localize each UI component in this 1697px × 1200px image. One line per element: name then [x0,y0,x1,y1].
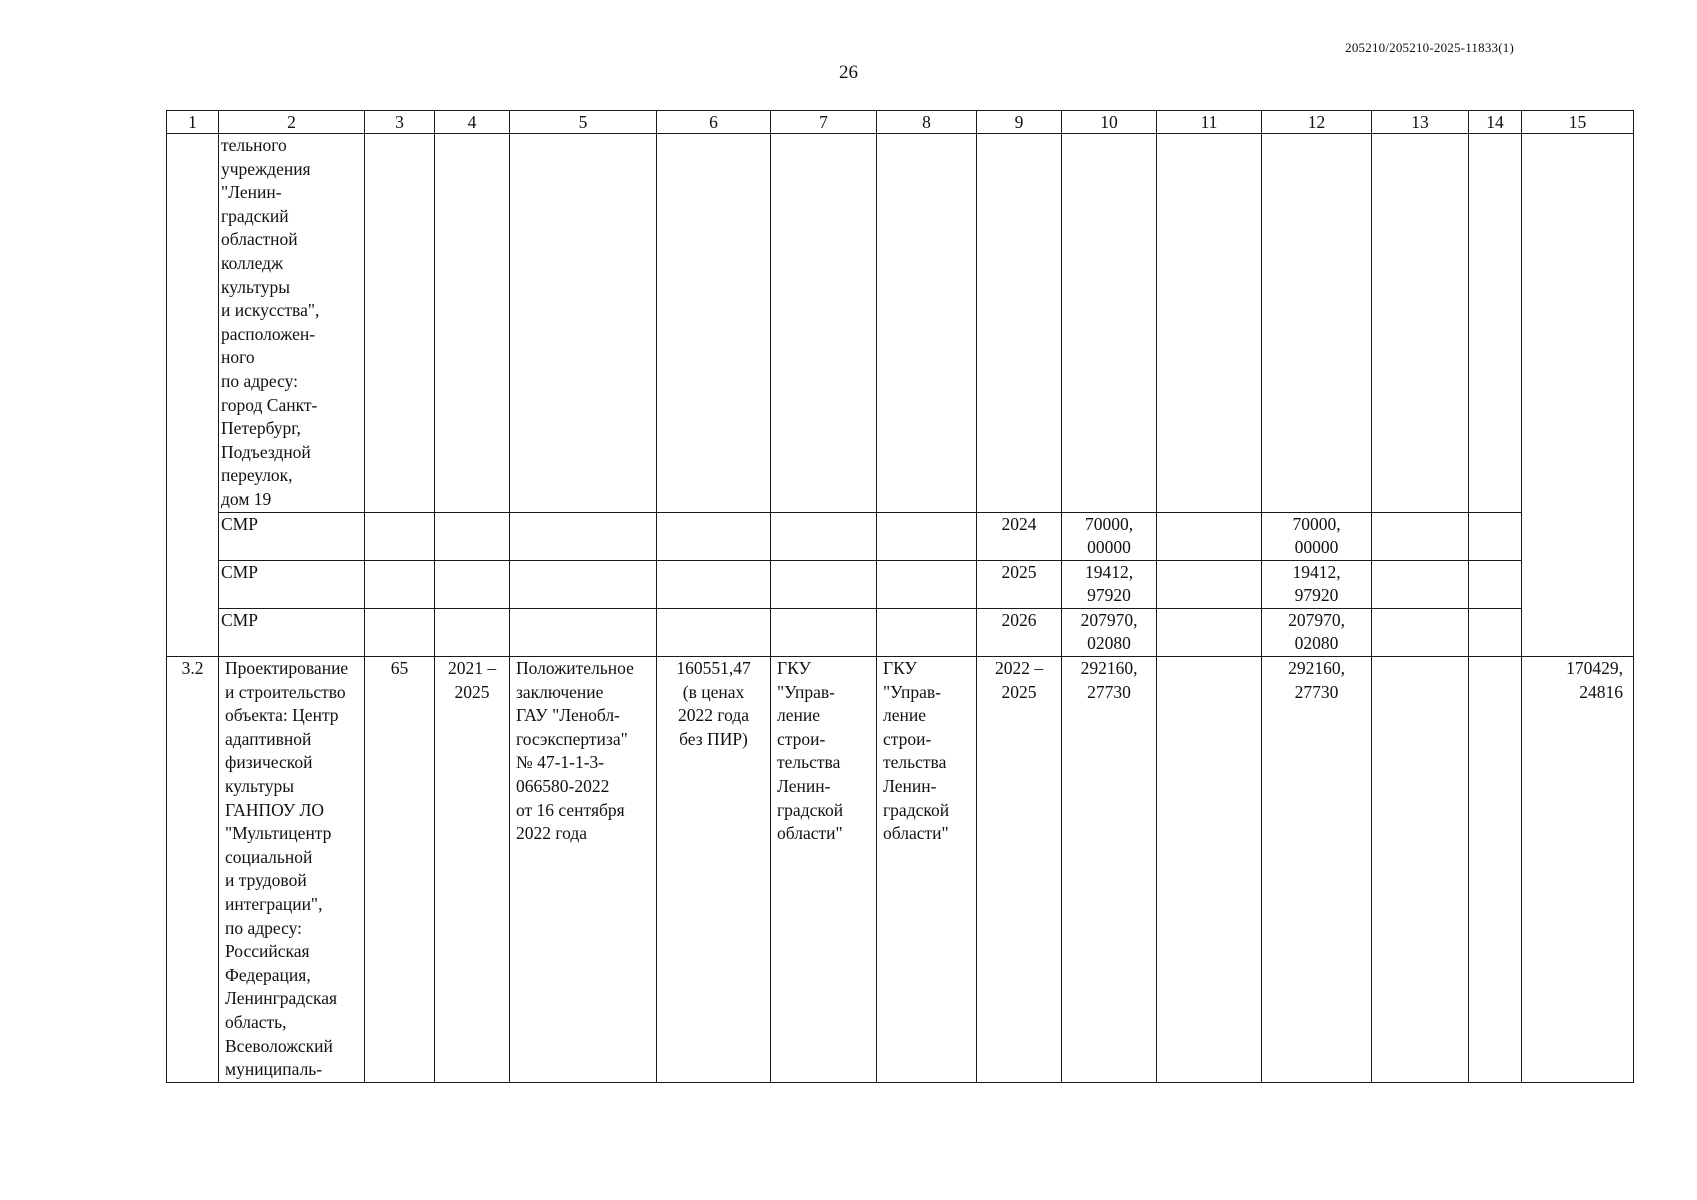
column-header: 13 [1372,111,1469,134]
amount-cell: 70000, 00000 [1262,512,1372,560]
column-header: 12 [1262,111,1372,134]
col15-cell [1522,134,1634,657]
developer-cell: ГКУ "Управ- ление строи- тельства Ленин- градской области" [877,657,977,1083]
object-name-continued: тельного учреждения "Ленин- градский областной колледж культуры и искусства", расположен- ного по адресу: город Санкт- Петербург, Подъездной переулок, дом 19 [219,134,365,513]
year-cell: 2025 [977,560,1062,608]
table-row [167,608,1634,656]
column-header: 1 [167,111,219,134]
column-header: 6 [657,111,771,134]
capacity-cell: 65 [365,657,435,1083]
investment-table [166,110,1634,1083]
amount-cell: 19412, 97920 [1062,560,1157,608]
work-type-cell: СМР [219,608,365,656]
table-row [167,560,1634,608]
column-header: 11 [1157,111,1262,134]
column-header: 10 [1062,111,1157,134]
work-type-cell: СМР [219,512,365,560]
amount-cell: 170429, 24816 [1522,657,1634,1083]
table-row [167,512,1634,560]
cost-cell: 160551,47 (в ценах 2022 года без ПИР) [657,657,771,1083]
page-number: 26 [839,62,858,83]
row-number-cell [167,134,219,657]
year-cell: 2022 – 2025 [977,657,1062,1083]
column-header: 7 [771,111,877,134]
column-header: 8 [877,111,977,134]
column-header: 4 [435,111,510,134]
column-header: 5 [510,111,657,134]
amount-cell: 207970, 02080 [1262,608,1372,656]
column-header: 9 [977,111,1062,134]
document-id: 205210/205210-2025-11833(1) [1345,40,1514,55]
amount-cell: 207970, 02080 [1062,608,1157,656]
amount-cell: 19412, 97920 [1262,560,1372,608]
column-number-row [167,111,1634,134]
amount-cell: 292160, 27730 [1262,657,1372,1083]
period-cell: 2021 – 2025 [435,657,510,1083]
column-header: 2 [219,111,365,134]
year-cell: 2026 [977,608,1062,656]
year-cell: 2024 [977,512,1062,560]
expertise-cell: Положительное заключение ГАУ "Ленобл- госэкспертиза" № 47-1-1-3- 066580-2022 от 16 сентября 2022 года [510,657,657,1083]
column-header: 3 [365,111,435,134]
column-header: 15 [1522,111,1634,134]
customer-cell: ГКУ "Управ- ление строи- тельства Ленин- градской области" [771,657,877,1083]
table-row [167,134,1634,513]
amount-cell: 70000, 00000 [1062,512,1157,560]
work-type-cell: СМР [219,560,365,608]
row-number-cell: 3.2 [167,657,219,1083]
column-header: 14 [1469,111,1522,134]
table-row [167,657,1634,1083]
object-name-cell: Проектирование и строительство объекта: Центр адаптивной физической культуры ГАНПОУ ЛО "Мультицентр социальной и трудовой интеграции", по адресу: Российская Федерация, Ленинградская область, Всеволожский муниципаль- [219,657,365,1083]
amount-cell: 292160, 27730 [1062,657,1157,1083]
